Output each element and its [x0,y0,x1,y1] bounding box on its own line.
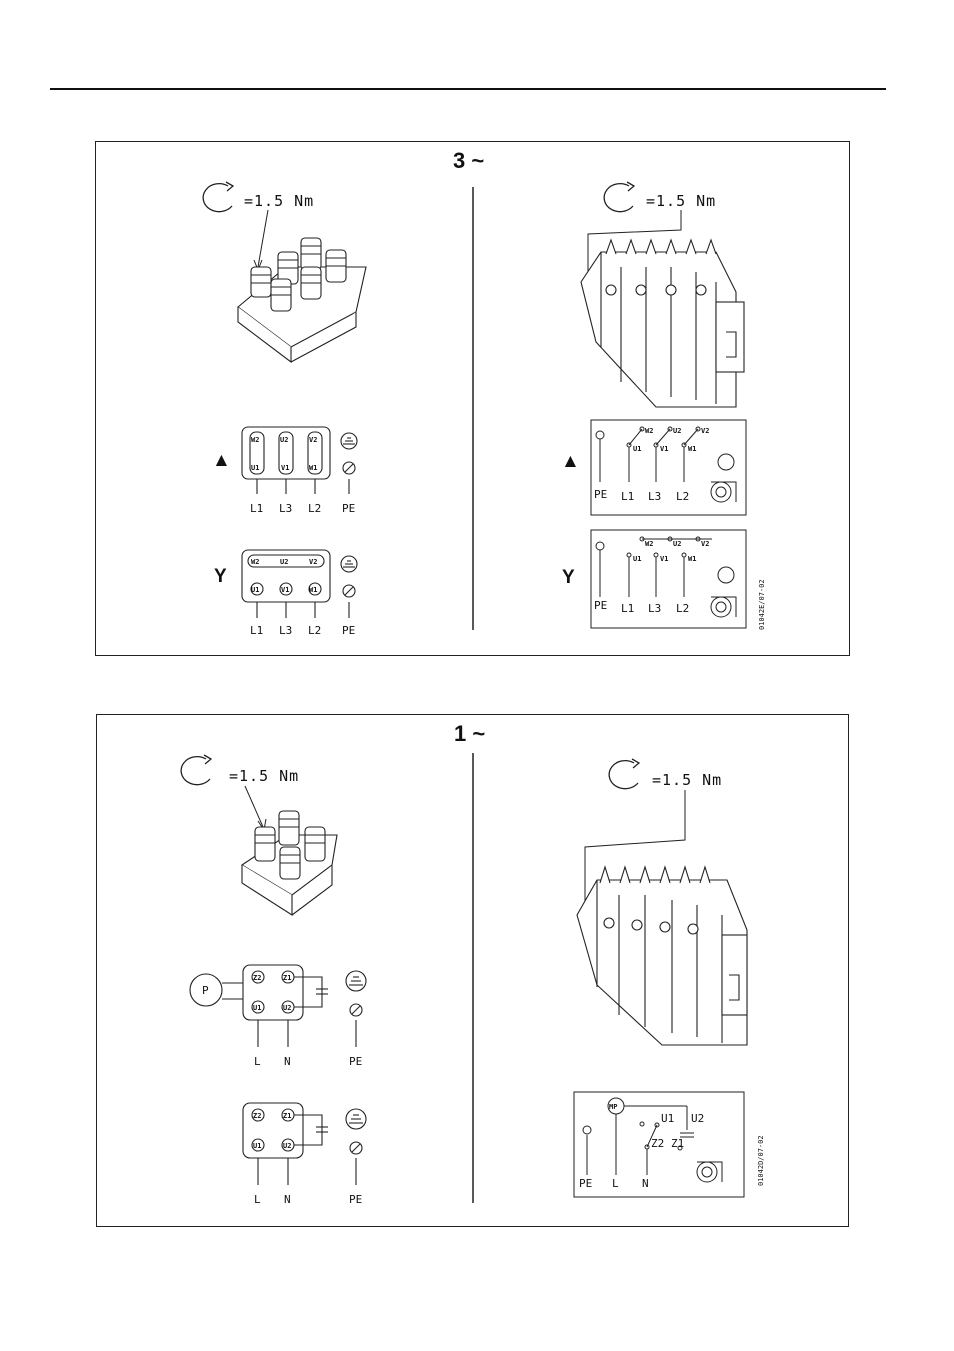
single-phase-wiring [243,1103,366,1185]
line-l-b: L [254,1193,261,1206]
star-right-terminal-v1: V1 [660,555,669,563]
star-terminal-v1: V1 [281,586,290,594]
line-n: N [284,1055,291,1068]
terminal-block-drawing [238,238,366,362]
right-z2-label: Z2 [651,1137,665,1150]
torque-label-left: =1.5 Nm [244,192,315,210]
right-terminal-w1: W1 [688,445,697,453]
right-terminal-v2: V2 [701,427,710,435]
terminal-u1-1ph: U1 [253,1004,262,1012]
terminal-w2: W2 [251,436,260,444]
torque-rotation-icon [203,182,233,212]
pe-label-1ph-b: PE [349,1193,363,1206]
terminal-z1-b: Z1 [283,1112,292,1120]
right-pe-label: PE [594,488,608,501]
terminal-u1: U1 [251,464,260,472]
star-line-l2: L2 [308,624,322,637]
star-right-terminal-u1: U1 [633,555,642,563]
delta-symbol-left: ▲ [212,450,231,471]
star-right-terminal-u2: U2 [673,540,682,548]
torque-rotation-icon [181,755,211,785]
star-terminal-u1: U1 [251,586,260,594]
right-line-l2: L2 [676,490,690,503]
pe-label-1ph: PE [349,1055,363,1068]
three-phase-diagram [96,142,851,657]
terminal-v2: V2 [309,436,318,444]
drawing-code-single-phase: 01042D/07-02 [757,1135,765,1186]
delta-symbol-right: ▲ [561,451,580,472]
right-line-l3: L3 [648,490,662,503]
right-u1-label: U1 [661,1112,675,1125]
star-schematic-right [591,530,746,628]
line-l3: L3 [279,502,293,515]
star-terminal-w2: W2 [251,558,260,566]
torque-label-left-1ph: =1.5 Nm [229,767,300,785]
terminal-u2: U2 [280,436,289,444]
right-z1-label: Z1 [671,1137,685,1150]
panel-three-phase [95,141,850,656]
single-phase-wiring-p [190,965,366,1047]
right-pe-label-1ph: PE [579,1177,593,1190]
line-l2: L2 [308,502,322,515]
line-l1: L1 [250,502,264,515]
line-n-b: N [284,1193,291,1206]
star-terminal-u2: U2 [280,558,289,566]
terminal-u1-b: U1 [253,1142,262,1150]
right-terminal-u1: U1 [633,445,642,453]
star-symbol-left: Y [214,566,227,587]
terminal-z2: Z2 [253,974,262,982]
star-right-line-l1: L1 [621,602,635,615]
torque-label-right-1ph: =1.5 Nm [652,771,723,789]
torque-rotation-icon [609,759,639,789]
star-right-terminal-w2: W2 [645,540,654,548]
mp-label: MP [609,1103,618,1111]
star-line-l1: L1 [250,624,264,637]
star-symbol-right: Y [562,567,575,588]
torque-label-right: =1.5 Nm [646,192,717,210]
torque-rotation-icon [604,182,634,212]
drawing-code-three-phase: 01042E/07-02 [758,579,766,630]
pe-label: PE [342,502,356,515]
p-label: P [202,984,209,997]
single-phase-diagram [97,715,850,1228]
line-l: L [254,1055,261,1068]
right-terminal-w2: W2 [645,427,654,435]
right-n-label: N [642,1177,649,1190]
star-right-pe-label: PE [594,599,608,612]
terminal-strip-drawing [581,240,744,407]
star-terminal-v2: V2 [309,558,318,566]
terminal-u2-b: U2 [283,1142,292,1150]
panel-title-single-phase: 1 ~ [454,721,486,746]
terminal-v1: V1 [281,464,290,472]
star-right-line-l2: L2 [676,602,690,615]
right-line-l1: L1 [621,490,635,503]
terminal-z1: Z1 [283,974,292,982]
star-right-line-l3: L3 [648,602,662,615]
panel-single-phase [96,714,849,1227]
right-terminal-u2: U2 [673,427,682,435]
header-rule [50,88,886,90]
right-u2-label: U2 [691,1112,705,1125]
delta-schematic-right [591,420,746,515]
star-pe-label: PE [342,624,356,637]
terminal-u2-1ph: U2 [283,1004,292,1012]
terminal-strip-drawing-1ph [577,867,747,1045]
right-l-label: L [612,1177,619,1190]
panel-title-three-phase: 3 ~ [453,148,485,173]
star-right-terminal-v2: V2 [701,540,710,548]
terminal-z2-b: Z2 [253,1112,262,1120]
right-terminal-v1: V1 [660,445,669,453]
star-right-terminal-w1: W1 [688,555,697,563]
terminal-block-drawing-1ph [242,811,337,915]
terminal-w1: W1 [309,464,318,472]
star-terminal-w1: W1 [309,586,318,594]
star-line-l3: L3 [279,624,293,637]
